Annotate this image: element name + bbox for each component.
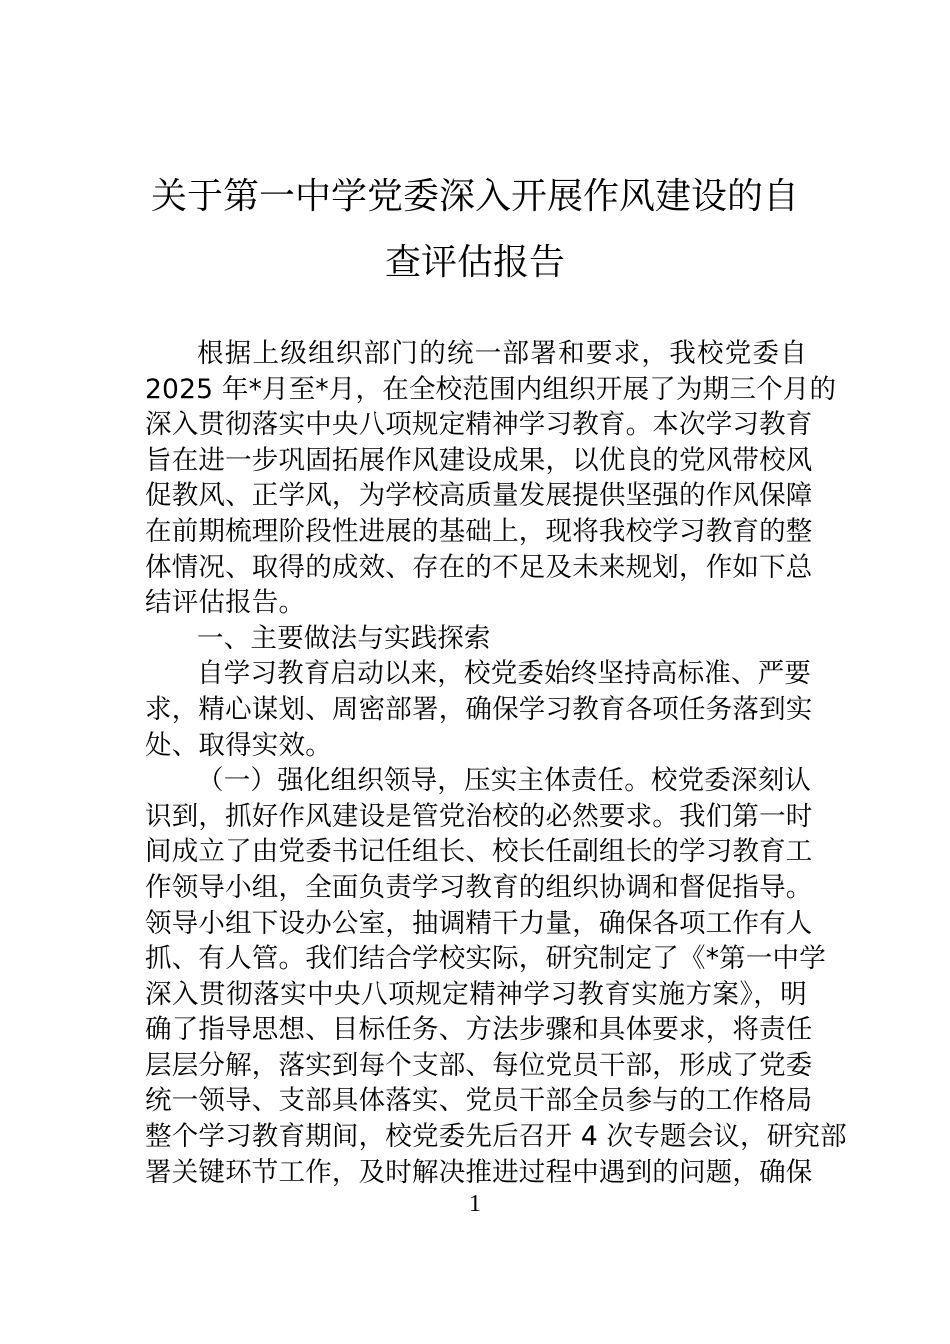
- subsection-paragraph-line: 领导小组下设办公室，抽调精干力量，确保各项工作有人: [145, 907, 813, 939]
- section-heading: 一、主要做法与实践探索: [197, 622, 491, 654]
- page-number: 1: [469, 1191, 481, 1217]
- document-title: [140, 164, 810, 296]
- intro-paragraph-line: 2025 年*月至*月，在全校范围内组织开展了为期三个月的: [145, 373, 837, 405]
- subsection-paragraph-line: 整个学习教育期间，校党委先后召开 4 次专题会议，研究部: [145, 1121, 847, 1153]
- subsection-paragraph-line: 署关键环节工作，及时解决推进过程中遇到的问题，确保: [145, 1156, 813, 1188]
- title-line-1: 关于第一中学党委深入开展作风建设的自: [150, 176, 799, 217]
- intro-paragraph-line: 促教风、正学风，为学校高质量发展提供坚强的作风保障: [145, 480, 813, 512]
- subsection-paragraph-line: 作领导小组，全面负责学习教育的组织协调和督促指导。: [145, 871, 813, 903]
- intro-paragraph-line: 根据上级组织部门的统一部署和要求，我校党委自: [197, 338, 807, 369]
- section-intro-line: 自学习教育启动以来，校党委始终坚持高标准、严要: [197, 658, 812, 690]
- intro-paragraph-line: 旨在进一步巩固拓展作风建设成果，以优良的党风带校风: [145, 444, 813, 476]
- document-body: [145, 336, 847, 1190]
- subsection-paragraph-line: 确了指导思想、目标任务、方法步骤和具体要求，将责任: [145, 1014, 813, 1046]
- intro-paragraph-line: 深入贯彻落实中央八项规定精神学习教育。本次学习教育: [145, 409, 813, 441]
- intro-paragraph-line: 在前期梳理阶段性进展的基础上，现将我校学习教育的整: [145, 515, 813, 547]
- subsection-paragraph-line: 层层分解，落实到每个支部、每位党员干部，形成了党委: [145, 1049, 813, 1081]
- intro-paragraph-line: 体情况、取得的成效、存在的不足及未来规划，作如下总: [145, 551, 813, 583]
- title-line-2: 查评估报告: [384, 242, 565, 283]
- intro-paragraph-line: 结评估报告。: [145, 587, 306, 619]
- subsection-paragraph-line: 统一领导、支部具体落实、党员干部全员参与的工作格局: [145, 1085, 813, 1117]
- subsection-paragraph-line: 抓、有人管。我们结合学校实际，研究制定了《*第一中学: [145, 943, 826, 975]
- subsection-paragraph-line: 识到，抓好作风建设是管党治校的必然要求。我们第一时: [145, 800, 813, 832]
- section-intro-line: 求，精心谋划、周密部署，确保学习教育各项任务落到实: [145, 693, 813, 725]
- subsection-paragraph-line: 间成立了由党委书记任组长、校长任副组长的学习教育工: [145, 836, 813, 868]
- subsection-paragraph-line: 深入贯彻落实中央八项规定精神学习教育实施方案》，明: [145, 978, 807, 1010]
- section-intro-line: 处、取得实效。: [145, 729, 332, 761]
- subsection-paragraph-line: （一）强化组织领导，压实主体责任。校党委深刻认: [197, 765, 812, 797]
